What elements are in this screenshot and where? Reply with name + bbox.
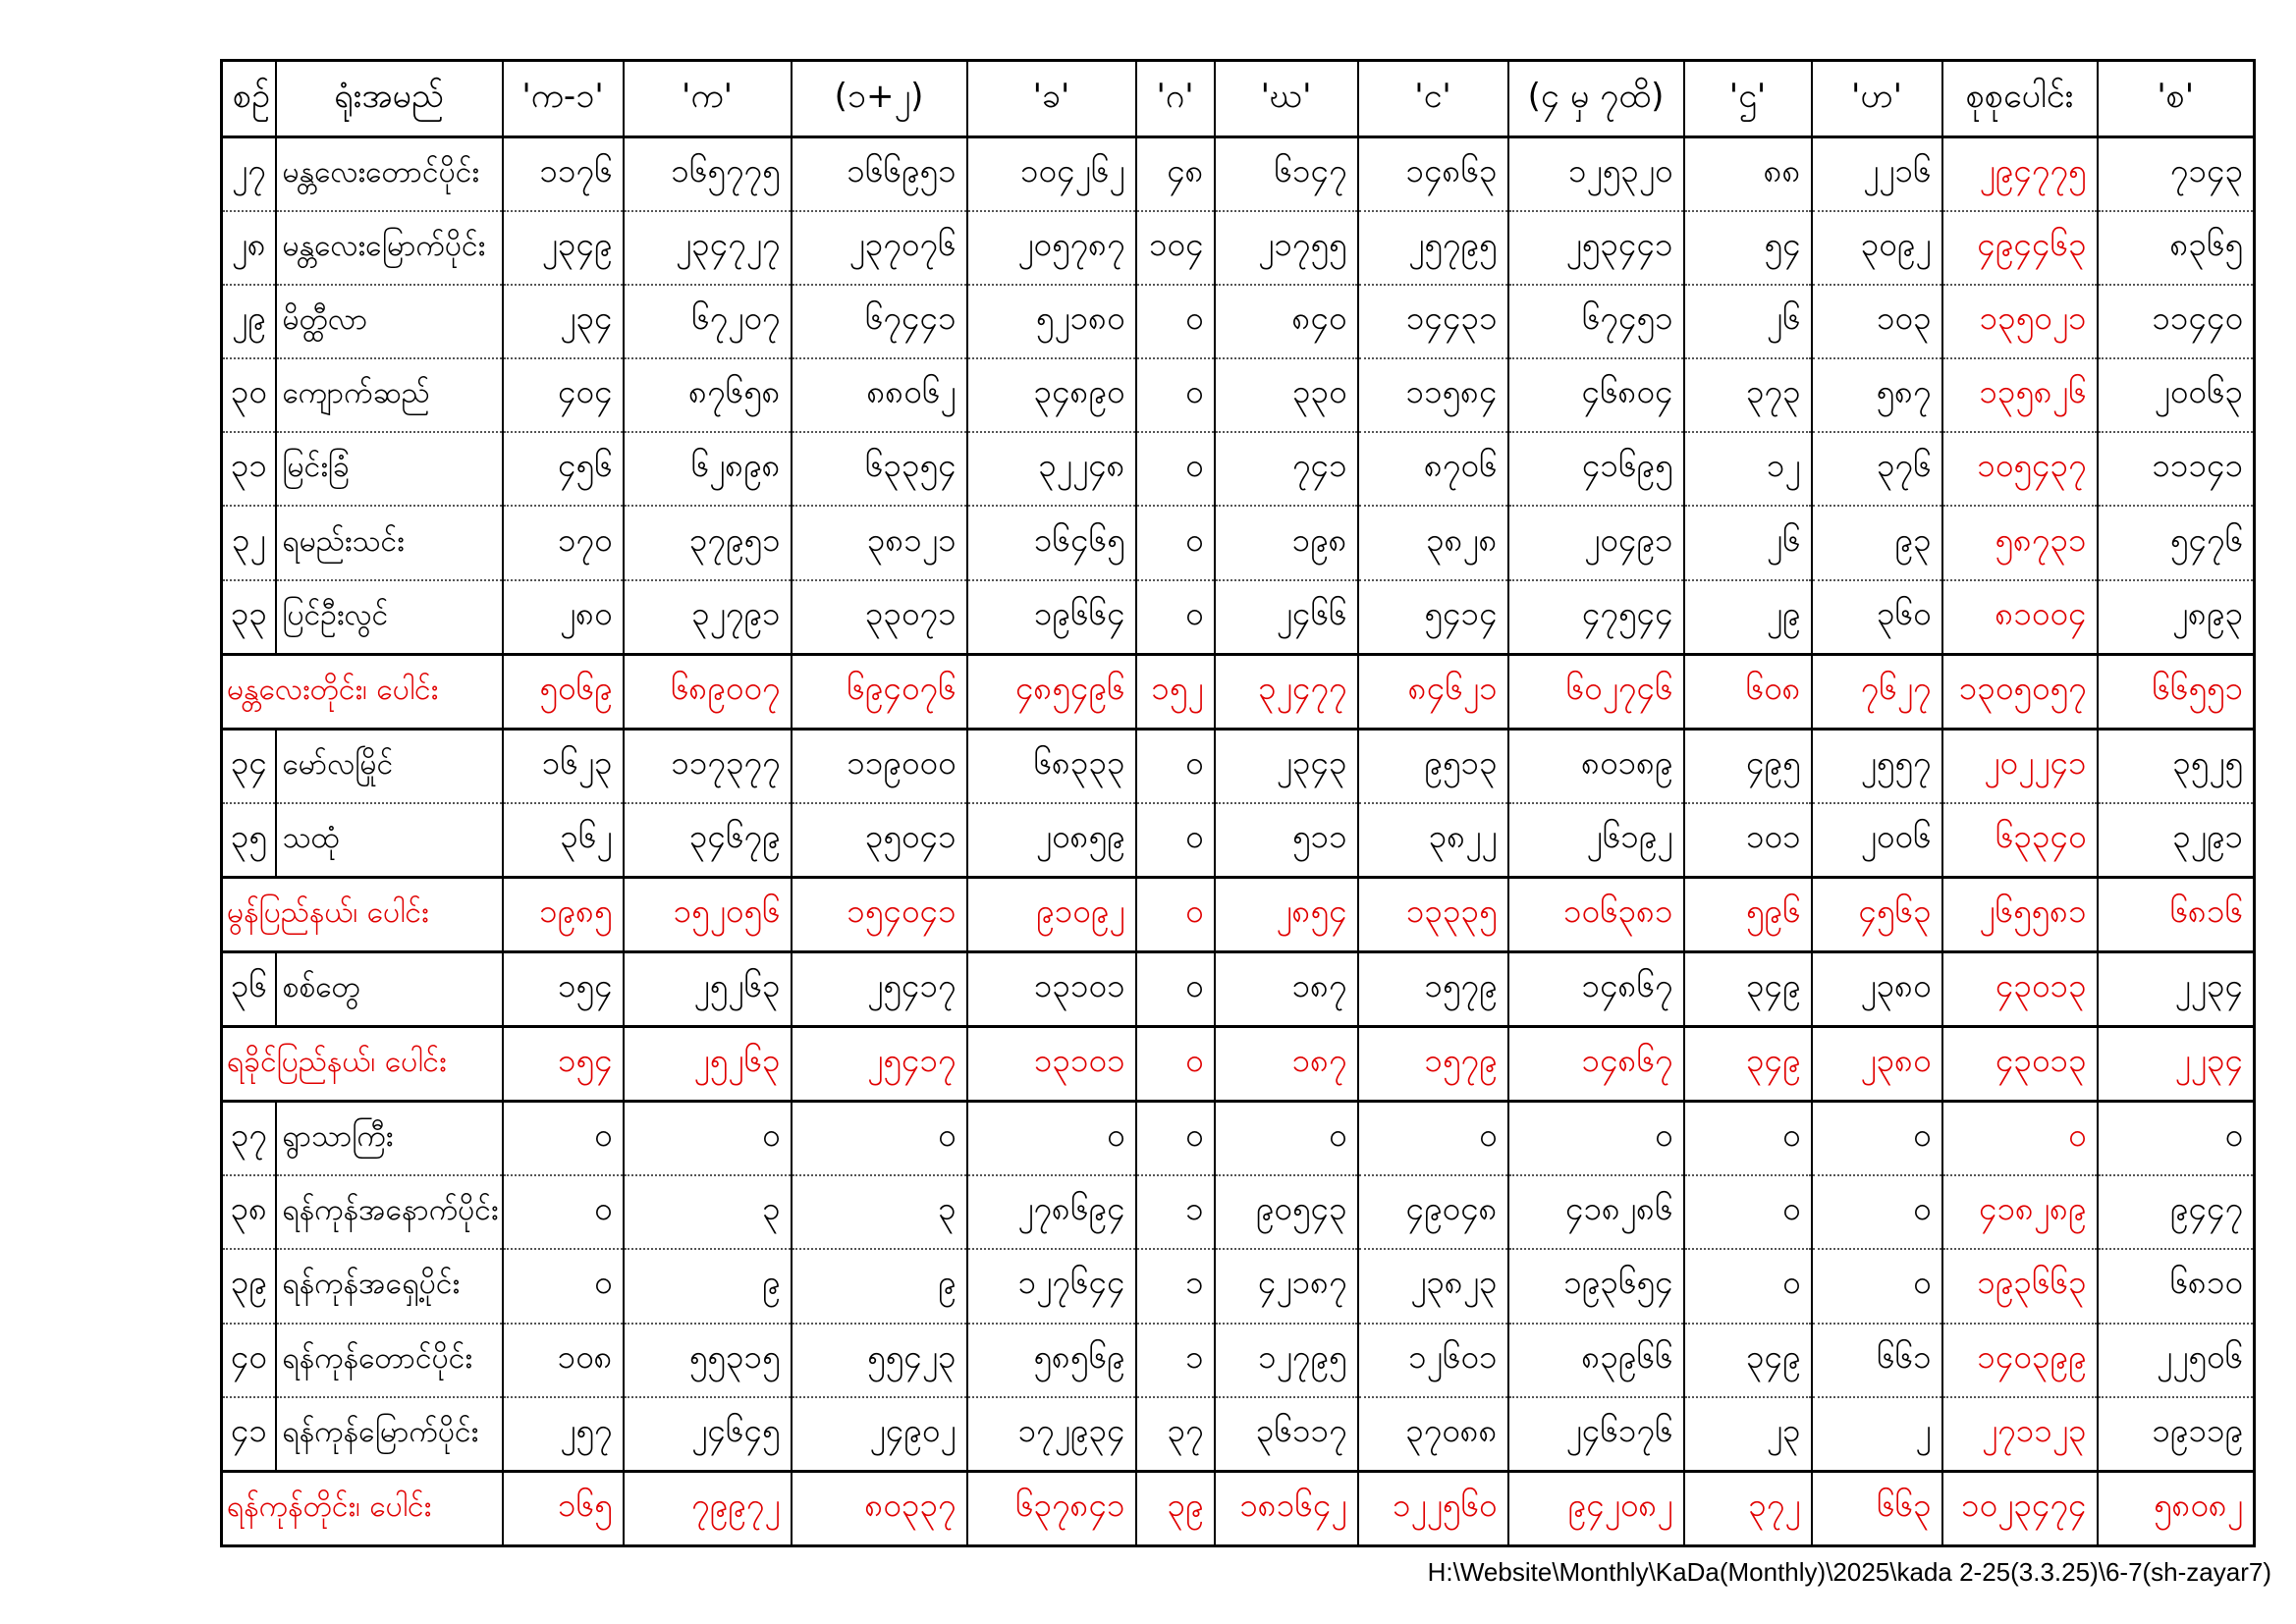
cell-value: ၀ [1684,1175,1812,1249]
cell-value: ၃၇၆ [1812,432,1942,506]
cell-value: ၁၅၇၉ [1358,952,1508,1027]
subtotal-value: ၄၈၅၄၉၆ [967,654,1136,729]
subtotal-value: ၆၈၉၀၀၇ [624,654,792,729]
cell-value: ၂၃၄၉ [503,211,624,285]
cell-value: ၀ [1358,1102,1508,1176]
cell-value: ၀ [1812,1249,1942,1323]
cell-value: ၁၄၈၆၃ [1358,137,1508,212]
cell-value: ၃၄၉ [1684,952,1812,1027]
cell-value: ၀ [1136,1102,1215,1176]
cell-value: ၁၁၇၃၇၇ [624,729,792,803]
cell-value: ၁၁၇၆ [503,137,624,212]
cell-office-name: ရွာသာကြီး [276,1102,503,1176]
subtotal-value: ၆၀၂၇၄၆ [1508,654,1684,729]
cell-grand-total: ၄၁၈၂၈၉ [1942,1175,2098,1249]
subtotal-value: ၇၉၉၇၂ [624,1471,792,1545]
table-row [222,1397,2255,1472]
subtotal-value: ၁၈၁၆၄၂ [1215,1471,1358,1545]
header-serial: စဉ် [222,61,276,137]
cell-value: ၆၈၃၃၃ [967,729,1136,803]
cell-value: ၁၀၄၂၆၂ [967,137,1136,212]
cell-value: ၁၂၇၆၄၄ [967,1249,1136,1323]
cell-value: ၁၆၄၆၅ [967,506,1136,579]
table-row [222,803,2255,878]
cell-grand-total: ၁၃၅၀၂၁ [1942,285,2098,358]
cell-value: ၁၁၄၄၀ [2098,285,2255,358]
cell-value: ၉၀၅၄၃ [1215,1175,1358,1249]
cell-office-name: ရမည်းသင်း [276,506,503,579]
cell-value: ၀ [1136,506,1215,579]
cell-serial: ၃၄ [222,729,276,803]
subtotal-value: ၂၆၅၅၈၁ [1942,877,2098,951]
cell-value: ၆၂၈၉၈ [624,432,792,506]
cell-value: ၆၇၂၀၇ [624,285,792,358]
cell-value: ၁၆၆၉၅၁ [792,137,967,212]
cell-value: ၈၇၆၅၈ [624,358,792,432]
cell-value: ၀ [792,1102,967,1176]
cell-value: ၈၈၀၆၂ [792,358,967,432]
cell-value: ၁၀၁ [1684,803,1812,878]
header-row [222,61,2255,137]
subtotal-value: ၆၀၈ [1684,654,1812,729]
header-grand-total: စုစုပေါင်း [1942,61,2098,137]
cell-value: ၃၈၁၂၁ [792,506,967,579]
cell-value: ၃ [624,1175,792,1249]
cell-value: ၃၆၀ [1812,580,1942,655]
cell-value: ၉ [624,1249,792,1323]
cell-value: ၁၁၉၀၀၀ [792,729,967,803]
subtotal-value: ၀ [1136,1027,1215,1102]
subtotal-value: ၁၆၅ [503,1471,624,1545]
table-row [222,432,2255,506]
cell-value: ၂၃၈၀ [1812,952,1942,1027]
header-ka: 'က' [624,61,792,137]
cell-office-name: ရန်ကုန်အရှေ့ပိုင်း [276,1249,503,1323]
cell-value: ၃၆၁၁၇ [1215,1397,1358,1472]
subtotal-value: ၁၃၀၅၀၅၇ [1942,654,2098,729]
cell-value: ၁၉၆၆၄ [967,580,1136,655]
cell-serial: ၄၀ [222,1324,276,1397]
cell-value: ၂၃၈၂၃ [1358,1249,1508,1323]
cell-value: ၂၃၄ [503,285,624,358]
cell-value: ၃၂၉၁ [2098,803,2255,878]
cell-value: ၂၆ [1684,285,1812,358]
cell-grand-total: ၄၃၀၁၃ [1942,952,2098,1027]
cell-value: ၁၉၁၁၉ [2098,1397,2255,1472]
cell-grand-total: ၅၈၇၃၁ [1942,506,2098,579]
cell-value: ၅၄၁၄ [1358,580,1508,655]
cell-value: ၁၀၄ [1136,211,1215,285]
cell-value: ၁၂၆၀၁ [1358,1324,1508,1397]
cell-value: ၇၁၄၃ [2098,137,2255,212]
cell-value: ၁၃၁၀၁ [967,952,1136,1027]
subtotal-value: ၁၀၂၃၄၇၄ [1942,1471,2098,1545]
subtotal-value: ၇၆၂၇ [1812,654,1942,729]
cell-value: ၃၅၂၅ [2098,729,2255,803]
cell-value: ၀ [1136,952,1215,1027]
cell-value: ၃၄၈၉၀ [967,358,1136,432]
cell-value: ၇၄၁ [1215,432,1358,506]
cell-office-name: မန္တလေးတောင်ပိုင်း [276,137,503,212]
cell-value: ၃၈၂၈ [1358,506,1508,579]
cell-serial: ၃၁ [222,432,276,506]
table-body [222,137,2255,1546]
cell-value: ၁၇၀ [503,506,624,579]
cell-value: ၈၇၀၆ [1358,432,1508,506]
header-ka-1: 'က-၁' [503,61,624,137]
cell-value: ၁၄၈၆၇ [1508,952,1684,1027]
cell-value: ၀ [1684,1102,1812,1176]
table-row [222,137,2255,212]
subtotal-value: ၆၈၁၆ [2098,877,2255,951]
cell-value: ၂၀၈၅၉ [967,803,1136,878]
cell-value: ၂၀၅၇၈၇ [967,211,1136,285]
header-gha: 'ဃ' [1215,61,1358,137]
cell-value: ၁ [1136,1175,1215,1249]
cell-value: ၂၁၇၅၅ [1215,211,1358,285]
cell-value: ၂၀၀၆ [1812,803,1942,878]
cell-value: ၄၅၆ [503,432,624,506]
cell-serial: ၃၅ [222,803,276,878]
cell-value: ၀ [2098,1102,2255,1176]
subtotal-value: ၃၉ [1136,1471,1215,1545]
subtotal-value: ၁၅၇၉ [1358,1027,1508,1102]
cell-value: ၈၃၆၅ [2098,211,2255,285]
subtotal-value: ၉၄၂၀၈၂ [1508,1471,1684,1545]
cell-value: ၂၄၆၆ [1215,580,1358,655]
cell-value: ၀ [503,1175,624,1249]
cell-value: ၁၁၅၈၄ [1358,358,1508,432]
subtotal-value: ၅၉၆ [1684,877,1812,951]
subtotal-value: ၆၆၅၅၁ [2098,654,2255,729]
table-row [222,506,2255,579]
cell-value: ၅၅၄၂၃ [792,1324,967,1397]
cell-value: ၄၂၁၈၇ [1215,1249,1358,1323]
cell-value: ၀ [503,1102,624,1176]
subtotal-value: ၁၀၆၃၈၁ [1508,877,1684,951]
subtotal-value: ၁၅၄ [503,1027,624,1102]
cell-value: ၀ [967,1102,1136,1176]
cell-value: ၃၇၃ [1684,358,1812,432]
cell-grand-total: ၁၉၃၆၆၃ [1942,1249,2098,1323]
cell-value: ၄၁၈၂၈၆ [1508,1175,1684,1249]
cell-value: ၃၅၀၄၁ [792,803,967,878]
subtotal-value: ၂၈၅၄ [1215,877,1358,951]
header-4-to-7: (၄ မှ ၇ထိ) [1508,61,1684,137]
subtotal-row [222,1471,2255,1545]
table-row [222,1102,2255,1176]
cell-value: ၆၇၄၄၁ [792,285,967,358]
cell-serial: ၃၃ [222,580,276,655]
cell-value: ၄၈ [1136,137,1215,212]
cell-value: ၂၅၂၆၃ [624,952,792,1027]
cell-value: ၁၉၃၆၅၄ [1508,1249,1684,1323]
subtotal-value: ၆၉၄၀၇၆ [792,654,967,729]
cell-value: ၀ [1136,729,1215,803]
cell-value: ၃၆၂ [503,803,624,878]
cell-value: ၂၂၁၆ [1812,137,1942,212]
cell-value: ၅၂၁၈၀ [967,285,1136,358]
cell-value: ၁၄၄၃၁ [1358,285,1508,358]
cell-office-name: သထုံ [276,803,503,878]
cell-serial: ၃၆ [222,952,276,1027]
header-kha: 'ခ' [967,61,1136,137]
cell-value: ၃၂၇၉၁ [624,580,792,655]
cell-value: ၄၉၅ [1684,729,1812,803]
subtotal-value: ၈၀၃၃၇ [792,1471,967,1545]
cell-office-name: ရန်ကုန်အနောက်ပိုင်း [276,1175,503,1249]
header-nga: 'င' [1358,61,1508,137]
cell-value: ၀ [1215,1102,1358,1176]
cell-value: ၅၄ [1684,211,1812,285]
cell-serial: ၂၇ [222,137,276,212]
cell-value: ၄၀၄ [503,358,624,432]
cell-value: ၂၀၄၉၁ [1508,506,1684,579]
table-row [222,580,2255,655]
cell-value: ၁၀၈ [503,1324,624,1397]
cell-value: ၀ [1684,1249,1812,1323]
subtotal-value: ၄၅၆၃ [1812,877,1942,951]
cell-value: ၂၅၅၇ [1812,729,1942,803]
cell-value: ၂၃၇၀၇၆ [792,211,967,285]
cell-value: ၃၇၀၈၈ [1358,1397,1508,1472]
cell-serial: ၂၉ [222,285,276,358]
subtotal-value: ၃၄၉ [1684,1027,1812,1102]
cell-value: ၀ [1812,1102,1942,1176]
cell-value: ၃ [792,1175,967,1249]
cell-value: ၁၅၄ [503,952,624,1027]
subtotal-value: ၁၉၈၅ [503,877,624,951]
table-row [222,1249,2255,1323]
cell-value: ၃၃၀ [1215,358,1358,432]
cell-value: ၉ [792,1249,967,1323]
cell-grand-total: ၄၉၄၄၆၃ [1942,211,2098,285]
cell-value: ၄၁၆၉၅ [1508,432,1684,506]
header-tha: 'ဌ' [1684,61,1812,137]
subtotal-value: ၂၂၃၄ [2098,1027,2255,1102]
table-row [222,358,2255,432]
cell-value: ၁၂၅၃၂၀ [1508,137,1684,212]
cell-value: ၂၃၄၇၂၇ [624,211,792,285]
header-ha: 'ဟ' [1812,61,1942,137]
cell-value: ၀ [1136,803,1215,878]
subtotal-row [222,877,2255,951]
cell-value: ၁၆၂၃ [503,729,624,803]
cell-value: ၆၇၄၅၁ [1508,285,1684,358]
cell-grand-total: ၁၄၀၃၉၉ [1942,1324,2098,1397]
cell-office-name: မြင်းခြံ [276,432,503,506]
cell-value: ၆၃၃၅၄ [792,432,967,506]
header-office-name: ရုံးအမည် [276,61,503,137]
cell-office-name: စစ်တွေ [276,952,503,1027]
subtotal-label: မန္တလေးတိုင်း၊ ပေါင်း [222,654,503,729]
cell-value: ၃၃၀၇၁ [792,580,967,655]
cell-value: ၁၆၅၇၇၅ [624,137,792,212]
cell-value: ၃၀၉၂ [1812,211,1942,285]
subtotal-row [222,1027,2255,1102]
cell-serial: ၃၇ [222,1102,276,1176]
subtotal-value: ၄၃၀၁၃ [1942,1027,2098,1102]
header-sum-1-2: (၁+၂) [792,61,967,137]
cell-value: ၀ [1136,358,1215,432]
subtotal-value: ၅၈၀၈၂ [2098,1471,2255,1545]
cell-value: ၃၂၂၄၈ [967,432,1136,506]
cell-value: ၅၅၃၁၅ [624,1324,792,1397]
subtotal-value: ၂၅၂၆၃ [624,1027,792,1102]
cell-serial: ၄၁ [222,1397,276,1472]
subtotal-value: ၁၃၃၃၅ [1358,877,1508,951]
cell-value: ၃၄၉ [1684,1324,1812,1397]
cell-grand-total: ၁၃၅၈၂၆ [1942,358,2098,432]
cell-value: ၁၈၇ [1215,952,1358,1027]
cell-grand-total: ၈၁၀၀၄ [1942,580,2098,655]
cell-value: ၂၅၃၄၄၁ [1508,211,1684,285]
cell-value: ၁၀၃ [1812,285,1942,358]
table-row [222,952,2255,1027]
cell-value: ၂၅၇ [503,1397,624,1472]
subtotal-value: ၉၁၀၉၂ [967,877,1136,951]
cell-office-name: မော်လမြိုင် [276,729,503,803]
table-row [222,211,2255,285]
cell-value: ၃၈၂၂ [1358,803,1508,878]
data-table [220,59,2256,1547]
cell-value: ၀ [1136,285,1215,358]
cell-value: ၂၃ [1684,1397,1812,1472]
cell-serial: ၃၉ [222,1249,276,1323]
cell-value: ၁၂၇၉၅ [1215,1324,1358,1397]
subtotal-label: မွန်ပြည်နယ်၊ ပေါင်း [222,877,503,951]
cell-value: ၂၅၇၉၅ [1358,211,1508,285]
cell-value: ၅၁၁ [1215,803,1358,878]
cell-serial: ၃၀ [222,358,276,432]
subtotal-value: ၈၄၆၂၁ [1358,654,1508,729]
cell-grand-total: ၆၃၃၄၀ [1942,803,2098,878]
cell-serial: ၂၈ [222,211,276,285]
table-row [222,285,2255,358]
subtotal-value: ၂၅၄၁၇ [792,1027,967,1102]
subtotal-value: ၅၀၆၉ [503,654,624,729]
subtotal-label: ရခိုင်ပြည်နယ်၊ ပေါင်း [222,1027,503,1102]
subtotal-value: ၃၇၂ [1684,1471,1812,1545]
cell-value: ၂၀၀၆၃ [2098,358,2255,432]
cell-value: ၀ [1136,580,1215,655]
table-row [222,1324,2255,1397]
cell-value: ၂၈၉၃ [2098,580,2255,655]
cell-value: ၄၇၅၄၄ [1508,580,1684,655]
cell-office-name: ကျောက်ဆည် [276,358,503,432]
cell-value: ၂၈၀ [503,580,624,655]
subtotal-row [222,654,2255,729]
cell-value: ၀ [1508,1102,1684,1176]
cell-value: ၀ [624,1102,792,1176]
cell-value: ၂၅၄၁၇ [792,952,967,1027]
subtotal-value: ၁၅၂ [1136,654,1215,729]
cell-value: ၂၆ [1684,506,1812,579]
subtotal-value: ၆၃၇၈၄၁ [967,1471,1136,1545]
cell-grand-total: ၂၇၁၁၂၃ [1942,1397,2098,1472]
cell-office-name: ရန်ကုန်မြောက်ပိုင်း [276,1397,503,1472]
table-row [222,729,2255,803]
cell-value: ၈၈ [1684,137,1812,212]
cell-value: ၂၂၃၄ [2098,952,2255,1027]
cell-value: ၂၄၆၁၇၆ [1508,1397,1684,1472]
table-row [222,1175,2255,1249]
cell-office-name: မိတ္ထီလာ [276,285,503,358]
cell-office-name: မန္တလေးမြောက်ပိုင်း [276,211,503,285]
cell-value: ၅၈၇ [1812,358,1942,432]
subtotal-value: ၁၄၈၆၇ [1508,1027,1684,1102]
cell-value: ၁၉၈ [1215,506,1358,579]
cell-value: ၂၃၄၃ [1215,729,1358,803]
cell-value: ၄၉၀၄၈ [1358,1175,1508,1249]
cell-value: ၈၀၁၈၉ [1508,729,1684,803]
subtotal-value: ၆၆၃ [1812,1471,1942,1545]
cell-value: ၁ [1136,1324,1215,1397]
cell-value: ၂၇၈၆၉၄ [967,1175,1136,1249]
cell-office-name: ရန်ကုန်တောင်ပိုင်း [276,1324,503,1397]
subtotal-value: ၁၂၂၅၆၀ [1358,1471,1508,1545]
header-ga: 'ဂ' [1136,61,1215,137]
cell-value: ၂၉ [1684,580,1812,655]
cell-value: ၂ [1812,1397,1942,1472]
cell-value: ၁၇၂၉၃၄ [967,1397,1136,1472]
cell-value: ၄၆၈၀၄ [1508,358,1684,432]
cell-grand-total: ၀ [1942,1102,2098,1176]
cell-value: ၀ [1812,1175,1942,1249]
cell-office-name: ပြင်ဦးလွင် [276,580,503,655]
cell-value: ၈၄၀ [1215,285,1358,358]
cell-value: ၆၁၄၇ [1215,137,1358,212]
cell-value: ၃၇၉၅၁ [624,506,792,579]
subtotal-value: ၁၈၇ [1215,1027,1358,1102]
cell-value: ၂၂၅၀၆ [2098,1324,2255,1397]
cell-value: ၀ [503,1249,624,1323]
cell-value: ၀ [1136,432,1215,506]
subtotal-value: ၂၃၈၀ [1812,1027,1942,1102]
cell-value: ၅၈၅၆၉ [967,1324,1136,1397]
subtotal-value: ၁၅၄၀၄၁ [792,877,967,951]
cell-grand-total: ၂၉၄၇၇၅ [1942,137,2098,212]
cell-value: ၂၄၉၀၂ [792,1397,967,1472]
cell-value: ၅၄၇၆ [2098,506,2255,579]
cell-value: ၆၆၁ [1812,1324,1942,1397]
cell-serial: ၃၂ [222,506,276,579]
subtotal-value: ၃၂၄၇၇ [1215,654,1358,729]
cell-value: ၃၇ [1136,1397,1215,1472]
cell-value: ၂၆၁၉၂ [1508,803,1684,878]
file-path-footer: H:\Website\Monthly\KaDa(Monthly)\2025\kada 2-25(3.3.25)\6-7(sh-zayar7) [1427,1557,2271,1587]
cell-value: ၉၄၄၇ [2098,1175,2255,1249]
cell-grand-total: ၂၀၂၂၄၁ [1942,729,2098,803]
subtotal-label: ရန်ကုန်တိုင်း၊ ပေါင်း [222,1471,503,1545]
cell-value: ၂၄၆၄၅ [624,1397,792,1472]
subtotal-value: ၁၅၂၀၅၆ [624,877,792,951]
subtotal-value: ၀ [1136,877,1215,951]
cell-value: ၆၈၁၀ [2098,1249,2255,1323]
cell-value: ၈၃၉၆၆ [1508,1324,1684,1397]
cell-value: ၉၅၁၃ [1358,729,1508,803]
cell-serial: ၃၈ [222,1175,276,1249]
cell-value: ၁၁၁၄၁ [2098,432,2255,506]
cell-value: ၉၃ [1812,506,1942,579]
cell-value: ၃၄၆၇၉ [624,803,792,878]
header-sa: 'စ' [2098,61,2255,137]
cell-value: ၁၂ [1684,432,1812,506]
subtotal-value: ၁၃၁၀၁ [967,1027,1136,1102]
cell-grand-total: ၁၀၅၄၃၇ [1942,432,2098,506]
cell-value: ၁ [1136,1249,1215,1323]
